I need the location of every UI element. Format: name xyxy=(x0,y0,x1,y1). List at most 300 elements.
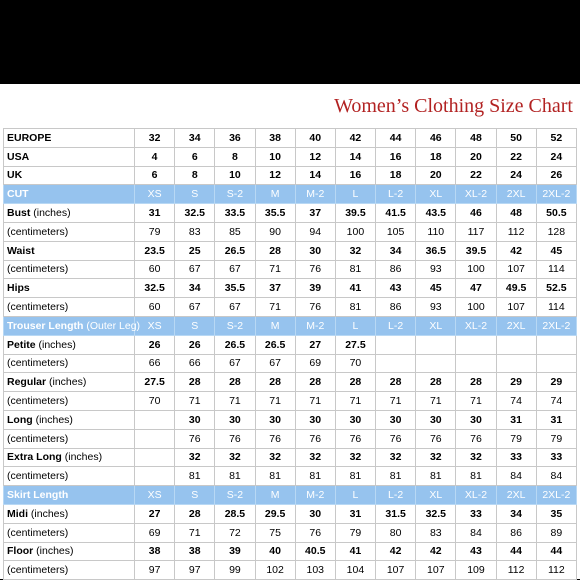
value-cell: 44 xyxy=(536,542,576,561)
value-cell xyxy=(135,448,175,467)
row-label-text: Midi xyxy=(7,507,28,520)
value-cell: 33 xyxy=(496,448,536,467)
value-cell xyxy=(416,335,456,354)
value-cell xyxy=(536,335,576,354)
value-cell: 10 xyxy=(255,147,295,166)
row-label-text: Skirt Length xyxy=(7,489,69,502)
value-cell: 107 xyxy=(416,561,456,580)
value-cell: 30 xyxy=(255,410,295,429)
value-cell: 14 xyxy=(295,166,335,185)
value-cell: 28 xyxy=(456,373,496,392)
row-label xyxy=(4,204,135,223)
value-cell: 76 xyxy=(456,429,496,448)
value-cell: 43 xyxy=(376,279,416,298)
value-cell: 30 xyxy=(295,504,335,523)
value-cell: 99 xyxy=(215,561,255,580)
value-cell: 112 xyxy=(496,561,536,580)
value-cell: 8 xyxy=(215,147,255,166)
size-code-cell: XS xyxy=(135,316,175,335)
value-cell: 29.5 xyxy=(255,504,295,523)
size-code-cell: L-2 xyxy=(376,316,416,335)
value-cell: 100 xyxy=(335,222,375,241)
value-cell: 76 xyxy=(175,429,215,448)
value-cell: 28 xyxy=(376,373,416,392)
row-label xyxy=(4,222,135,241)
value-cell: 28 xyxy=(255,373,295,392)
value-cell: 40 xyxy=(295,129,335,148)
row-label-text: (centimeters) xyxy=(7,526,69,539)
value-cell: 12 xyxy=(295,147,335,166)
row-label xyxy=(4,467,135,486)
row-label xyxy=(4,316,141,335)
value-cell: 30 xyxy=(215,410,255,429)
value-cell: 20 xyxy=(456,147,496,166)
row-label-text: (centimeters) xyxy=(7,357,69,370)
value-cell: 28 xyxy=(175,504,215,523)
value-cell: 93 xyxy=(416,298,456,317)
size-code-cell: L-2 xyxy=(376,486,416,505)
value-cell xyxy=(376,335,416,354)
row-label-unit: (inches) xyxy=(35,413,73,426)
table-row xyxy=(4,147,577,166)
value-cell: 34 xyxy=(175,279,215,298)
value-cell: 81 xyxy=(335,260,375,279)
value-cell: 100 xyxy=(456,298,496,317)
value-cell: 31 xyxy=(496,410,536,429)
size-code-cell: XS xyxy=(135,185,175,204)
value-cell: 27.5 xyxy=(335,335,375,354)
value-cell: 31 xyxy=(135,204,175,223)
size-code-cell: 2XL xyxy=(496,486,536,505)
table-row xyxy=(4,467,577,486)
section-header-row xyxy=(4,486,577,505)
value-cell: 41 xyxy=(335,279,375,298)
value-cell: 4 xyxy=(135,147,175,166)
value-cell: 27 xyxy=(295,335,335,354)
row-label-unit: (inches) xyxy=(30,507,69,520)
value-cell: 79 xyxy=(496,429,536,448)
value-cell: 44 xyxy=(496,542,536,561)
row-label xyxy=(4,486,135,505)
value-cell: 81 xyxy=(376,467,416,486)
row-label-text: Petite xyxy=(7,338,36,351)
table-row xyxy=(4,542,577,561)
value-cell: 25 xyxy=(175,241,215,260)
value-cell: 10 xyxy=(215,166,255,185)
value-cell: 33 xyxy=(456,504,496,523)
row-label xyxy=(4,392,135,411)
value-cell: 38 xyxy=(135,542,175,561)
size-code-cell: S-2 xyxy=(215,486,255,505)
value-cell: 32 xyxy=(416,448,456,467)
size-code-cell: XL xyxy=(416,486,456,505)
value-cell: 26 xyxy=(536,166,576,185)
value-cell: 39 xyxy=(215,542,255,561)
value-cell: 97 xyxy=(175,561,215,580)
value-cell: 70 xyxy=(335,354,375,373)
value-cell: 128 xyxy=(536,222,576,241)
value-cell: 81 xyxy=(255,467,295,486)
row-label-text: CUT xyxy=(7,188,29,201)
value-cell: 81 xyxy=(416,467,456,486)
size-code-cell: XL xyxy=(416,316,456,335)
value-cell: 40.5 xyxy=(295,542,335,561)
value-cell: 48 xyxy=(456,129,496,148)
size-code-cell: S xyxy=(175,185,215,204)
size-code-cell: S xyxy=(175,486,215,505)
value-cell xyxy=(496,335,536,354)
value-cell: 67 xyxy=(175,260,215,279)
value-cell xyxy=(536,354,576,373)
table-row xyxy=(4,204,577,223)
value-cell: 49.5 xyxy=(496,279,536,298)
value-cell: 27 xyxy=(135,504,175,523)
value-cell: 114 xyxy=(536,260,576,279)
value-cell: 8 xyxy=(175,166,215,185)
value-cell: 32 xyxy=(335,448,375,467)
value-cell: 32.5 xyxy=(175,204,215,223)
value-cell: 72 xyxy=(215,523,255,542)
value-cell: 30 xyxy=(376,410,416,429)
row-label-unit: (inches) xyxy=(64,451,103,464)
value-cell: 107 xyxy=(376,561,416,580)
value-cell: 93 xyxy=(416,260,456,279)
value-cell: 34 xyxy=(175,129,215,148)
table-row xyxy=(4,410,577,429)
value-cell: 41 xyxy=(335,542,375,561)
value-cell: 43 xyxy=(456,542,496,561)
value-cell xyxy=(456,354,496,373)
value-cell: 71 xyxy=(416,392,456,411)
section-header-row xyxy=(4,185,577,204)
value-cell: 69 xyxy=(295,354,335,373)
size-code-cell: 2XL-2 xyxy=(536,316,576,335)
value-cell: 81 xyxy=(335,467,375,486)
value-cell: 31 xyxy=(335,504,375,523)
value-cell: 39.5 xyxy=(335,204,375,223)
value-cell: 32 xyxy=(335,241,375,260)
size-code-cell: 2XL-2 xyxy=(536,185,576,204)
row-label-text: (centimeters) xyxy=(7,564,69,577)
value-cell: 94 xyxy=(295,222,335,241)
value-cell: 110 xyxy=(416,222,456,241)
value-cell: 22 xyxy=(456,166,496,185)
size-code-cell: L xyxy=(335,486,375,505)
row-label xyxy=(4,241,135,260)
value-cell: 24 xyxy=(496,166,536,185)
value-cell: 84 xyxy=(536,467,576,486)
value-cell: 66 xyxy=(175,354,215,373)
value-cell: 26.5 xyxy=(215,335,255,354)
size-chart-sheet xyxy=(0,84,580,579)
value-cell: 50.5 xyxy=(536,204,576,223)
value-cell: 76 xyxy=(295,523,335,542)
value-cell: 50 xyxy=(496,129,536,148)
value-cell: 76 xyxy=(295,429,335,448)
value-cell: 42 xyxy=(496,241,536,260)
value-cell: 67 xyxy=(255,354,295,373)
value-cell: 60 xyxy=(135,298,175,317)
value-cell: 38 xyxy=(255,129,295,148)
value-cell: 76 xyxy=(295,260,335,279)
value-cell: 67 xyxy=(175,298,215,317)
value-cell: 26 xyxy=(175,335,215,354)
size-code-cell: M xyxy=(255,486,295,505)
value-cell: 29 xyxy=(496,373,536,392)
value-cell: 47 xyxy=(456,279,496,298)
row-label-text: UK xyxy=(7,169,23,182)
table-row xyxy=(4,392,577,411)
value-cell: 42 xyxy=(376,542,416,561)
value-cell: 114 xyxy=(536,298,576,317)
value-cell: 71 xyxy=(175,392,215,411)
value-cell: 12 xyxy=(255,166,295,185)
size-code-cell: 2XL xyxy=(496,185,536,204)
value-cell: 27.5 xyxy=(135,373,175,392)
value-cell: 37 xyxy=(295,204,335,223)
value-cell: 34 xyxy=(496,504,536,523)
value-cell: 48 xyxy=(496,204,536,223)
table-row xyxy=(4,166,577,185)
size-table xyxy=(3,128,577,580)
value-cell: 109 xyxy=(456,561,496,580)
value-cell: 71 xyxy=(175,523,215,542)
value-cell: 26.5 xyxy=(215,241,255,260)
row-label xyxy=(4,410,135,429)
size-code-cell: L xyxy=(335,185,375,204)
row-label xyxy=(4,448,135,467)
value-cell: 86 xyxy=(496,523,536,542)
size-code-cell: S xyxy=(175,316,215,335)
value-cell: 102 xyxy=(255,561,295,580)
row-label-text: (centimeters) xyxy=(7,432,69,445)
row-label-text: (centimeters) xyxy=(7,301,69,314)
value-cell: 23.5 xyxy=(135,241,175,260)
value-cell: 45 xyxy=(416,279,456,298)
value-cell: 35.5 xyxy=(255,204,295,223)
value-cell: 35.5 xyxy=(215,279,255,298)
value-cell: 71 xyxy=(295,392,335,411)
value-cell: 90 xyxy=(255,222,295,241)
row-label xyxy=(4,504,135,523)
value-cell: 30 xyxy=(416,410,456,429)
value-cell: 71 xyxy=(255,260,295,279)
value-cell xyxy=(416,354,456,373)
size-code-cell: M xyxy=(255,185,295,204)
value-cell: 71 xyxy=(335,392,375,411)
section-header-row xyxy=(4,316,577,335)
table-row xyxy=(4,279,577,298)
table-row xyxy=(4,448,577,467)
table-row xyxy=(4,129,577,148)
value-cell: 39.5 xyxy=(456,241,496,260)
value-cell xyxy=(135,429,175,448)
size-code-cell: M-2 xyxy=(295,316,335,335)
value-cell: 69 xyxy=(135,523,175,542)
value-cell: 80 xyxy=(376,523,416,542)
value-cell: 86 xyxy=(376,260,416,279)
value-cell: 85 xyxy=(215,222,255,241)
row-label-text: Regular xyxy=(7,376,47,389)
value-cell: 6 xyxy=(135,166,175,185)
size-code-cell: S-2 xyxy=(215,185,255,204)
value-cell: 86 xyxy=(376,298,416,317)
value-cell: 26 xyxy=(135,335,175,354)
value-cell: 6 xyxy=(175,147,215,166)
value-cell: 28 xyxy=(255,241,295,260)
value-cell: 79 xyxy=(536,429,576,448)
value-cell: 42 xyxy=(335,129,375,148)
value-cell: 28 xyxy=(215,373,255,392)
value-cell: 18 xyxy=(376,166,416,185)
value-cell: 37 xyxy=(255,279,295,298)
value-cell: 46 xyxy=(456,204,496,223)
row-label-text: (centimeters) xyxy=(7,263,69,276)
value-cell xyxy=(376,354,416,373)
value-cell xyxy=(135,410,175,429)
value-cell: 75 xyxy=(255,523,295,542)
value-cell: 36.5 xyxy=(416,241,456,260)
value-cell: 89 xyxy=(536,523,576,542)
size-code-cell: 2XL xyxy=(496,316,536,335)
row-label xyxy=(4,373,135,392)
size-code-cell: M-2 xyxy=(295,486,335,505)
table-row xyxy=(4,523,577,542)
value-cell: 81 xyxy=(175,467,215,486)
value-cell: 104 xyxy=(335,561,375,580)
size-code-cell: XL-2 xyxy=(456,316,496,335)
value-cell: 28 xyxy=(335,373,375,392)
value-cell: 22 xyxy=(496,147,536,166)
value-cell: 14 xyxy=(335,147,375,166)
row-label-text: USA xyxy=(7,150,30,163)
value-cell: 66 xyxy=(135,354,175,373)
value-cell: 71 xyxy=(456,392,496,411)
table-row xyxy=(4,354,577,373)
value-cell: 32 xyxy=(376,448,416,467)
size-code-cell: M xyxy=(255,316,295,335)
value-cell: 32 xyxy=(175,448,215,467)
value-cell: 34 xyxy=(376,241,416,260)
value-cell xyxy=(135,467,175,486)
value-cell: 31.5 xyxy=(376,504,416,523)
value-cell: 32.5 xyxy=(135,279,175,298)
value-cell: 97 xyxy=(135,561,175,580)
value-cell: 71 xyxy=(255,298,295,317)
value-cell: 71 xyxy=(255,392,295,411)
value-cell: 76 xyxy=(255,429,295,448)
value-cell: 67 xyxy=(215,260,255,279)
row-label xyxy=(4,129,135,148)
value-cell: 29 xyxy=(536,373,576,392)
value-cell: 112 xyxy=(536,561,576,580)
value-cell: 79 xyxy=(335,523,375,542)
row-label-text: Waist xyxy=(7,244,35,257)
value-cell: 46 xyxy=(416,129,456,148)
value-cell: 81 xyxy=(456,467,496,486)
value-cell: 40 xyxy=(255,542,295,561)
row-label xyxy=(4,354,135,373)
value-cell: 84 xyxy=(456,523,496,542)
row-label-unit: (inches) xyxy=(33,207,71,220)
value-cell: 74 xyxy=(496,392,536,411)
value-cell: 30 xyxy=(175,410,215,429)
table-row xyxy=(4,260,577,279)
value-cell: 32 xyxy=(295,448,335,467)
size-code-cell: XL xyxy=(416,185,456,204)
value-cell: 81 xyxy=(215,467,255,486)
table-row xyxy=(4,298,577,317)
value-cell: 44 xyxy=(376,129,416,148)
value-cell: 107 xyxy=(496,298,536,317)
value-cell: 16 xyxy=(376,147,416,166)
value-cell: 33 xyxy=(536,448,576,467)
row-label-text: (centimeters) xyxy=(7,225,69,238)
value-cell: 76 xyxy=(376,429,416,448)
value-cell: 42 xyxy=(416,542,456,561)
value-cell xyxy=(456,335,496,354)
value-cell: 18 xyxy=(416,147,456,166)
value-cell: 117 xyxy=(456,222,496,241)
value-cell: 74 xyxy=(536,392,576,411)
size-code-cell: 2XL-2 xyxy=(536,486,576,505)
row-label xyxy=(4,335,135,354)
value-cell: 107 xyxy=(496,260,536,279)
value-cell: 83 xyxy=(175,222,215,241)
value-cell: 31 xyxy=(536,410,576,429)
value-cell: 33.5 xyxy=(215,204,255,223)
table-row xyxy=(4,241,577,260)
value-cell: 38 xyxy=(175,542,215,561)
value-cell: 28 xyxy=(416,373,456,392)
table-row xyxy=(4,335,577,354)
row-label-text: Bust xyxy=(7,207,31,220)
value-cell: 32 xyxy=(215,448,255,467)
value-cell: 43.5 xyxy=(416,204,456,223)
row-label xyxy=(4,279,135,298)
row-label xyxy=(4,166,135,185)
chart-title: Women’s Clothing Size Chart xyxy=(334,95,573,117)
value-cell: 45 xyxy=(536,241,576,260)
table-row xyxy=(4,504,577,523)
value-cell: 67 xyxy=(215,298,255,317)
value-cell: 81 xyxy=(295,467,335,486)
row-label-unit: (Outer Leg) xyxy=(86,319,141,332)
value-cell: 83 xyxy=(416,523,456,542)
value-cell: 32 xyxy=(456,448,496,467)
value-cell: 30 xyxy=(295,241,335,260)
value-cell: 76 xyxy=(335,429,375,448)
value-cell: 60 xyxy=(135,260,175,279)
value-cell: 71 xyxy=(376,392,416,411)
value-cell: 30 xyxy=(456,410,496,429)
table-row xyxy=(4,561,577,580)
row-label-text: EUROPE xyxy=(7,131,52,144)
size-code-cell: XL-2 xyxy=(456,185,496,204)
value-cell: 28 xyxy=(295,373,335,392)
row-label-text: Floor xyxy=(7,545,34,558)
value-cell: 32 xyxy=(255,448,295,467)
row-label xyxy=(4,298,135,317)
row-label xyxy=(4,561,135,580)
value-cell: 30 xyxy=(335,410,375,429)
size-code-cell: L-2 xyxy=(376,185,416,204)
value-cell: 30 xyxy=(295,410,335,429)
size-code-cell: XS xyxy=(135,486,175,505)
row-label xyxy=(4,147,135,166)
value-cell: 39 xyxy=(295,279,335,298)
value-cell: 81 xyxy=(335,298,375,317)
